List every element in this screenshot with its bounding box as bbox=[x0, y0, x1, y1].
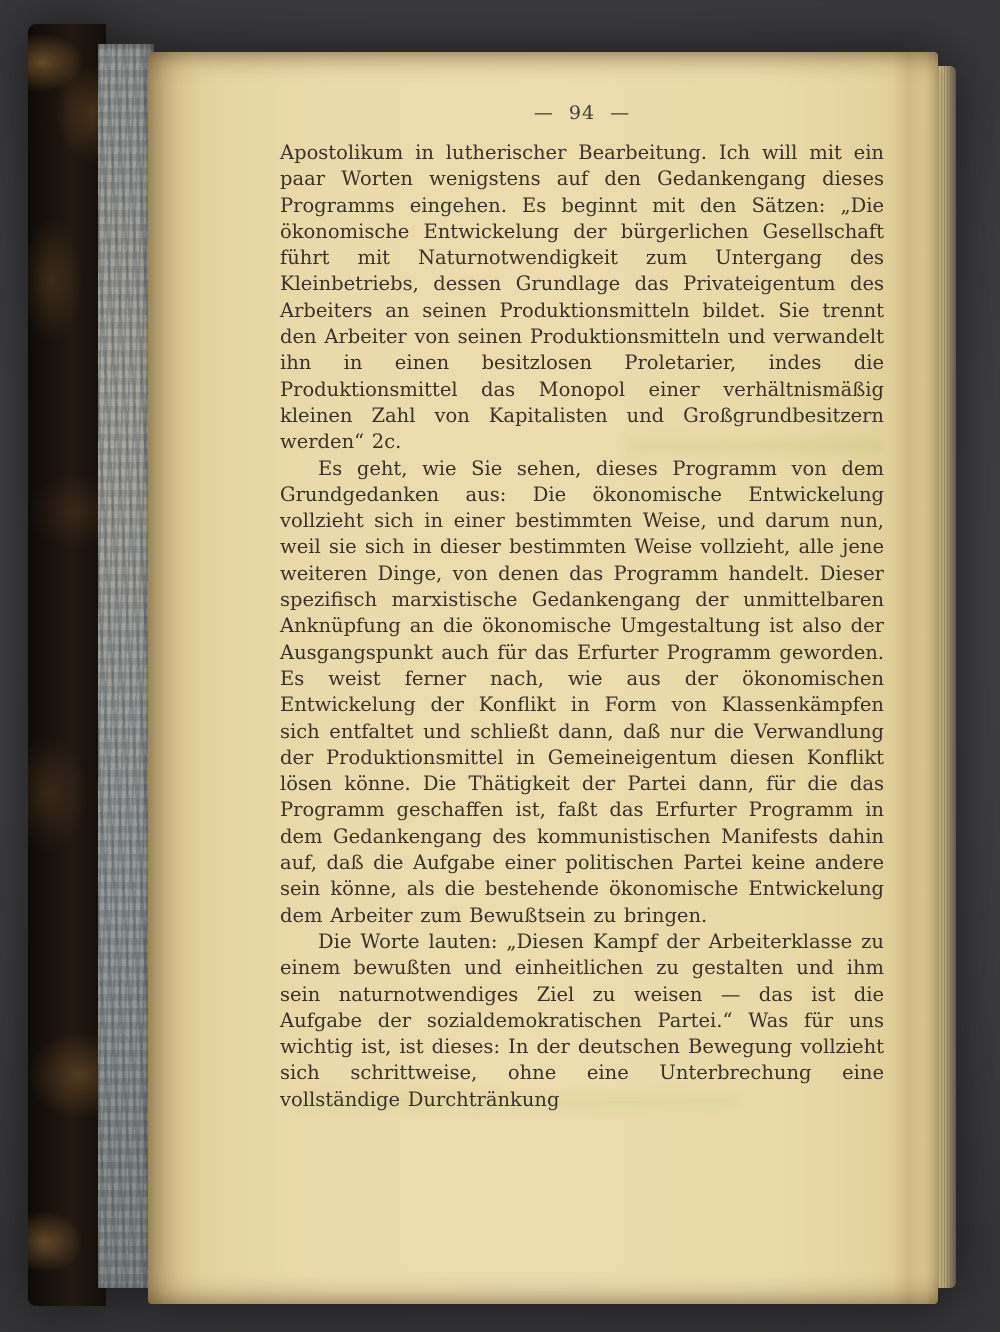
paragraph: Es geht, wie Sie sehen, dieses Programm von dem Grundgedanken aus: Die ökonomische Entwickelung vollzieht sich in einer bestimmten Weise, und darum nun, weil sie sich in dieser bestimmten Weise vollzieht, alle jene weiteren Dinge, von denen das Programm handelt. Dieser spezifisch marxistische Gedankengang der unmittelbaren Anknüpfung an die ökonomische Umgestaltung ist also der Ausgangspunkt auch für das Erfurter Programm geworden. Es weist ferner nach, wie aus der ökonomischen Entwickelung der Konflikt in Form von Klassenkämpfen sich entfaltet und schließt dann, daß nur die Verwandlung der Produktionsmittel in Gemeineigentum diesen Konflikt lösen könne. Die Thätigkeit der Partei dann, für die das Programm geschaffen ist, faßt das Erfurter Programm in dem Gedankengang des kommunistischen Manifests dahin auf, daß die Aufgabe einer politischen Partei keine andere sein könne, als die bestehende ökonomische Entwickelung dem Arbeiter zum Bewußtsein zu bringen. bbox=[280, 456, 884, 927]
book-spine bbox=[28, 24, 106, 1306]
book bbox=[28, 24, 958, 1306]
paragraph: Apostolikum in lutherischer Bearbeitung. Ich will mit ein paar Worten wenigstens auf den Gedankengang dieses Programms eingehen. Es beginnt mit den Sätzen: „Die ökonomische Entwickelung der bürgerlichen Gesellschaft führt mit Naturnotwendigkeit zum Untergang des Kleinbetriebs, dessen Grundlage das Privateigentum des Arbeiters an seinen Produktionsmitteln bildet. Sie trennt den Arbeiter von seinen Produktionsmitteln und verwandelt ihn in einen besitzlosen Proletarier, indes die Produktionsmittel das Monopol einer verhältnismäßig kleinen Zahl von Kapitalisten und Großgrundbesitzern werden“ 2c. bbox=[280, 141, 884, 454]
body-text bbox=[280, 140, 884, 1113]
page-crease bbox=[892, 52, 926, 1304]
left-page-edge-stack bbox=[98, 44, 154, 1288]
book-page bbox=[148, 52, 938, 1304]
page-number: — 94 — bbox=[533, 102, 631, 124]
text-block bbox=[280, 100, 884, 1113]
paragraph: Die Worte lauten: „Diesen Kampf der Arbeiterklasse zu einem bewußten und einheitlichen zu gestalten und ihm sein naturnotwendiges Ziel zu weisen — das ist die Aufgabe der sozialdemokratischen Partei.“ Was für uns wichtig ist, ist dieses: In der deutschen Bewegung vollzieht sich schrittweise, ohne eine Unterbrechung eine vollständige Durchtränkung bbox=[280, 929, 884, 1111]
